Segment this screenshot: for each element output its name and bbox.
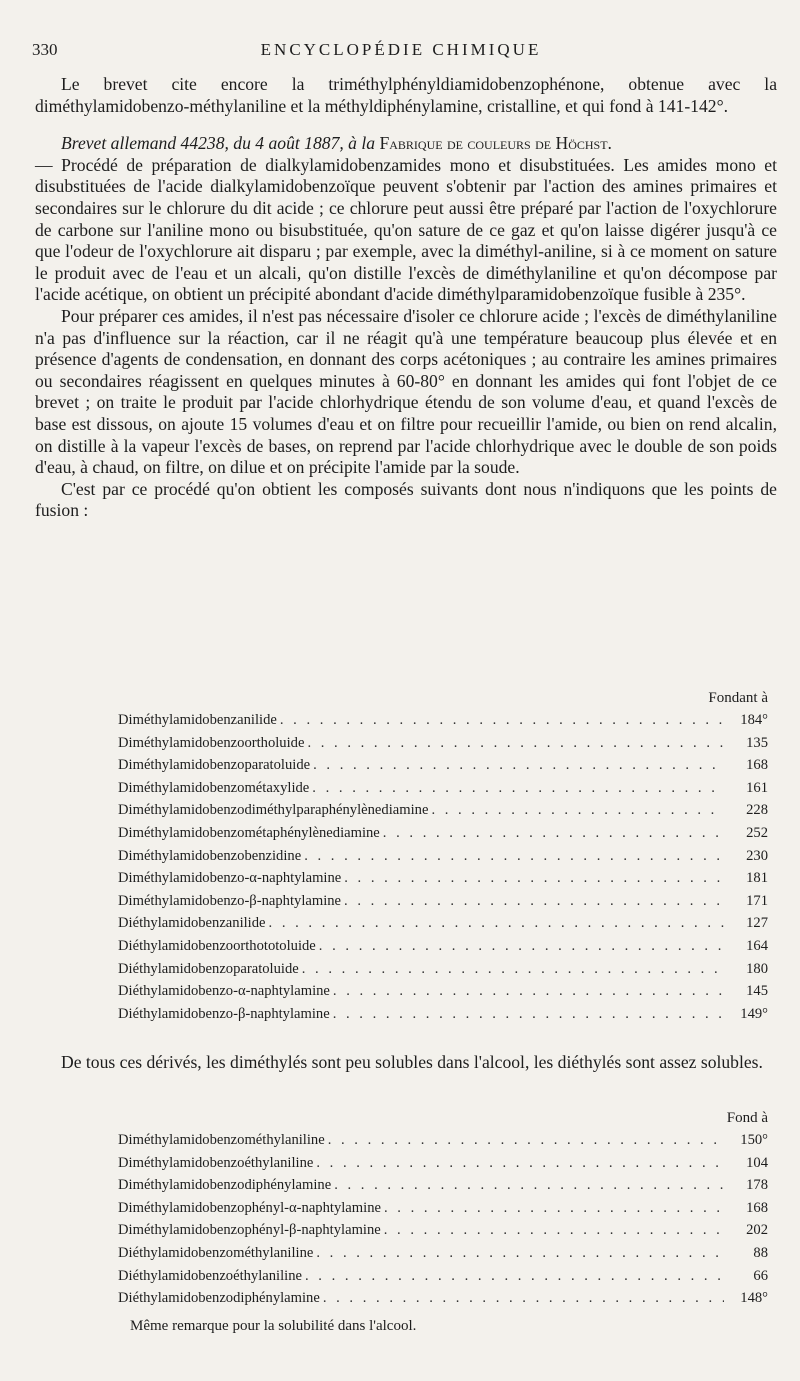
dot-leader [331,1177,724,1194]
melting-point: 252 [746,824,768,841]
dot-leader [341,893,724,910]
melting-point: 184° [740,712,768,728]
melting-point: 145 [746,983,768,1000]
solubility-paragraph [35,1052,777,1074]
table-row [118,780,768,803]
dot-leader [428,802,724,819]
compound-name: Diméthylamidobenzodiméthylparaphénylènediamine [118,802,429,819]
dot-leader [320,1290,724,1307]
dot-leader [304,735,724,752]
table-row [118,825,768,848]
page-number: 330 [32,40,58,59]
closing-note: Même remarque pour la solubilité dans l'alcool. [130,1318,417,1334]
compound-name: Diméthylamidobenzophényl-β-naphtylamine [118,1222,381,1239]
compound-name: Diméthylamidobenzobenzidine [118,847,302,864]
melting-point: 149° [740,1005,768,1022]
compound-name: Diméthylamidobenzo-α-naphtylamine [118,870,342,887]
dot-leader [325,1132,724,1149]
table-row [118,1290,768,1313]
table-row [118,1200,768,1223]
compound-name: Diéthylamidobenzo-α-naphtylamine [118,983,330,1000]
melting-point: 171 [746,892,768,909]
compound-name: Diméthylamidobenzanilide [118,712,277,728]
dot-leader [266,915,724,932]
compound-name: Diméthylamidobenzoortholuide [118,734,305,751]
table-row [118,735,768,758]
table-row [118,1132,768,1155]
melting-point: 168 [746,1199,768,1216]
dot-leader [277,712,724,729]
table-row [118,1155,768,1178]
dot-leader [313,1245,724,1262]
patent-reference [35,133,777,155]
compound-name: Diméthylamidobenzométaphénylènediamine [118,824,380,841]
table-row [118,961,768,984]
dot-leader [341,870,724,887]
dot-leader [380,825,724,842]
compound-name: Diméthylamidobenzodiphénylamine [118,1177,332,1194]
compound-name: Diéthylamidobenzanilide [118,915,266,932]
melting-point: 168 [746,757,768,774]
compound-name: Diméthylamidobenzométaxylide [118,779,310,796]
table1-rows [118,712,768,1028]
main-text [35,74,777,522]
melting-point: 104 [746,1154,768,1171]
compound-name: Diéthylamidobenzodiphénylamine [118,1290,320,1307]
table-row [118,938,768,961]
patent-company: Fabrique de couleurs de Höchst. [379,133,612,154]
compound-name: Diméthylamidobenzométhylaniline [118,1132,325,1148]
melting-point: 230 [746,847,768,864]
running-title: ENCYCLOPÉDIE CHIMIQUE [260,40,542,59]
table-row [118,712,768,735]
table-row [118,802,768,825]
dot-leader [313,1155,724,1172]
dot-leader [309,780,724,797]
dot-leader [310,757,724,774]
melting-point: 66 [753,1267,768,1284]
process-paragraph: — Procédé de préparation de dialkylamidobenzamides mono et disubstituées. Les amides mono et disubstituées de l'acide dialkylamidobenzoïque peuvent s'obtenir par l'action des amines primaires et secondaires sur le chlorure du dit acide ; ce chlorure peut aussi être préparé par l'action de l'oxychlorure de carbone sur l'aniline mono ou bisubstituée, qu'on sature de ce gaz et qu'on laisse digérer jusqu'à ce que l'odeur de l'oxychlorure ait disparu ; par exemple, avec la diméthyl-aniline, si à ce moment on sature le produit avec de l'eau et un alcali, qu'on distille l'excès de diméthylaniline et qu'on décompose par l'acide acétique, on obtient un précipité abondant d'acide diméthylparamidobenzoïque fusible à 235°. [35,154,777,305]
melting-point: 181 [746,870,768,887]
table-row [118,848,768,871]
dot-leader [330,983,724,1000]
page-header [32,40,770,62]
dot-leader [330,1006,724,1023]
table-row [118,1268,768,1291]
table-row [118,1006,768,1029]
melting-point: 180 [746,960,768,977]
melting-point: 88 [753,1244,768,1261]
solubility-text: De tous ces dérivés, les diméthylés sont peu solubles dans l'alcool, les diéthylés sont assez solubles. [61,1052,763,1072]
intro-paragraph: Le brevet cite encore la triméthylphényldiamidobenzophénone, obtenue avec la diméthylamidobenzo-méthylaniline et la méthyldiphénylamine, cristalline, et qui fond à 141-142°. [35,74,777,116]
melting-points-table-2 [118,1110,768,1313]
melting-point: 164 [746,937,768,954]
table-row [118,870,768,893]
compound-name: Diéthylamidobenzoparatoluide [118,960,299,977]
table-row [118,1222,768,1245]
dot-leader [316,938,724,955]
dot-leader [301,848,724,865]
preparation-paragraph: Pour préparer ces amides, il n'est pas nécessaire d'isoler ce chlorure acide ; l'excès de diméthylaniline n'a pas d'influence sur la réaction, car il ne réagit qu'à une température beaucoup plus élevée et en présence d'agents de condensation, en donnant des corps acétoniques ; au contraire les amines primaires ou secondaires réagissent en quelques minutes à 60-80° en donnant les amides qui font l'objet de ce brevet ; on traite le produit par l'acide chlorhydrique étendu de son volume d'eau, et quand l'excès de base est dissous, on ajoute 15 volumes d'eau et on filtre pour recueillir l'amide, ou bien on rend alcalin, on distille à la vapeur l'excès de bases, on reprend par l'acide chlorhydrique avec le double de son poids d'eau, à chaud, on filtre, on dilue et on précipite l'amide par la soude. [35,305,777,478]
dot-leader [381,1222,724,1239]
compounds-intro-paragraph: C'est par ce procédé qu'on obtient les composés suivants dont nous n'indiquons que les points de fusion : [35,478,777,521]
table-row [118,1245,768,1268]
table-header-fond: Fond à [726,1110,768,1126]
compound-name: Diméthylamidobenzoéthylaniline [118,1154,314,1171]
melting-points-table [118,690,768,1028]
compound-name: Diéthylamidobenzoéthylaniline [118,1267,302,1284]
compound-name: Diméthylamidobenzophényl-α-naphtylamine [118,1199,381,1216]
compound-name: Diméthylamidobenzoparatoluide [118,757,311,774]
melting-point: 127 [746,915,768,932]
table-row [118,915,768,938]
table2-rows [118,1132,768,1313]
table-row [118,893,768,916]
dot-leader [381,1200,724,1217]
melting-point: 228 [746,802,768,819]
melting-point: 202 [746,1222,768,1239]
melting-point: 178 [746,1177,768,1194]
patent-citation: Brevet allemand 44238, du 4 août 1887, à la [61,133,376,154]
compound-name: Diéthylamidobenzoorthototoluide [118,937,316,954]
table-header-fondant: Fondant à [708,690,768,706]
melting-point: 135 [746,734,768,751]
melting-point: 150° [740,1132,768,1148]
melting-point: 148° [740,1290,768,1307]
table-row [118,1177,768,1200]
table-row [118,983,768,1006]
dot-leader [299,961,724,978]
compound-name: Diéthylamidobenzométhylaniline [118,1244,314,1261]
compound-name: Diméthylamidobenzo-β-naphtylamine [118,892,342,909]
dot-leader [302,1268,724,1285]
melting-point: 161 [746,779,768,796]
compound-name: Diéthylamidobenzo-β-naphtylamine [118,1005,330,1022]
table-row [118,757,768,780]
